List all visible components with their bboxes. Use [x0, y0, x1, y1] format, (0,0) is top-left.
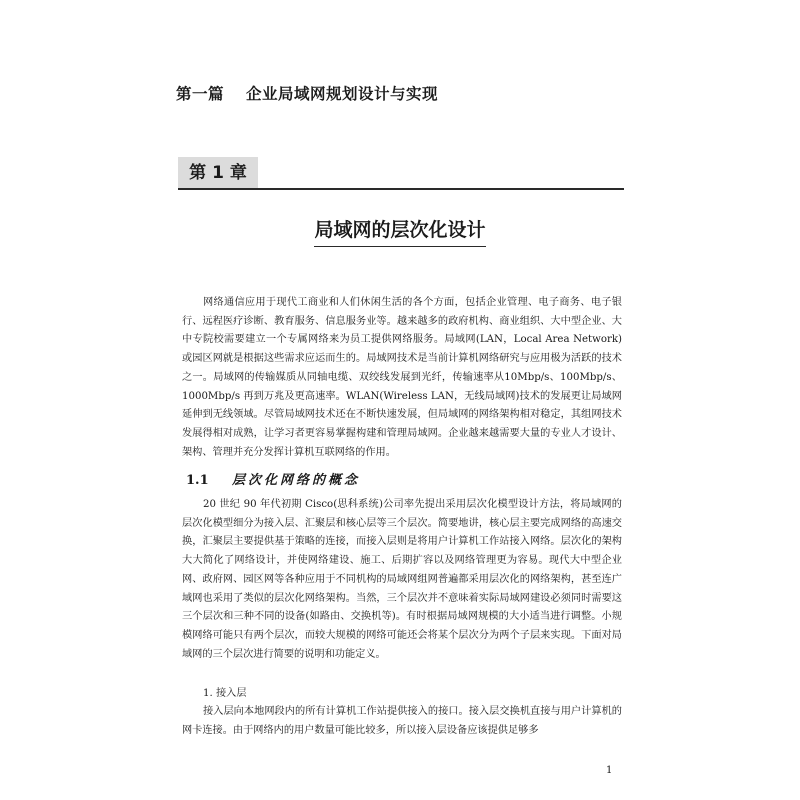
part-title	[176, 82, 438, 104]
subsection-heading: 1. 接入层	[203, 688, 247, 699]
section-title: 层次化网络的概念	[232, 473, 361, 488]
part-name: 企业局域网规划设计与实现	[246, 85, 439, 103]
section-number: 1.1	[186, 473, 209, 488]
chapter-title	[0, 215, 800, 247]
section-paragraph: 20 世纪 90 年代初期 Cisco(思科系统)公司率先提出采用层次化模型设计方法，将局域网的层次化模型细分为接入层、汇聚层和核心层等三个层次。简要地讲，核心层主要完成网络的高速交换，汇聚层主要提供基于策略的连接，而接入层则是将用户计算机工作站接入网络。层次化的架构大大简化了网络设计，并使网络建设、施工、后期扩容以及网络管理更为容易。现代大中型企业网、政府网、园区网等各种应用于不同机构的局域网组网普遍都采用层次化的网络架构，甚至连广域网也采用了类似的层次化网络架构。当然，三个层次并不意味着实际局域网建设必须同时需要这三个层次和三种不同的设备(如路由、交换机等)。有时根据局域网规模的大小适当进行调整。小规模网络可能只有两个层次，而较大规模的网络可能还会将某个层次分为两个子层来实现。下面对局域网的三个层次进行简要的说明和功能定义。	[182, 499, 622, 660]
subsection-paragraph: 接入层向本地网段内的所有计算机工作站提供接入的接口。接入层交换机直接与用户计算机的网卡连接。由于网络内的用户数量可能比较多，所以接入层设备应该提供足够多	[182, 706, 622, 736]
section-heading	[186, 469, 360, 488]
chapter-rule	[178, 188, 624, 190]
page-number: 1	[606, 765, 613, 776]
chapter-title-text: 局域网的层次化设计	[314, 215, 485, 247]
part-label: 第一篇	[176, 85, 225, 103]
chapter-label: 第 1 章	[178, 157, 258, 189]
intro-paragraph: 网络通信应用于现代工商业和人们休闲生活的各个方面，包括企业管理、电子商务、电子银行、远程医疗诊断、教育服务、信息服务业等。越来越多的政府机构、商业组织、大中型企业、大中专院校需要建立一个专属网络来为员工提供网络服务。局域网(LAN，Local Area Network)或园区网就是根据这些需求应运而生的。局域网技术是当前计算机网络研究与应用极为活跃的技术之一。局域网的传输媒质从同轴电缆、双绞线发展到光纤，传输速率从10Mbp/s、100Mbp/s、1000Mbp/s 再到万兆及更高速率。WLAN(Wireless LAN，无线局域网)技术的发展更让局域网延伸到无线领域。尽管局域网技术还在不断快速发展，但局域网的网络架构相对稳定，其组网技术发展得相对成熟，让学习者更容易掌握构建和管理局域网。企业越来越需要大量的专业人才设计、架构、管理并充分发挥计算机互联网络的作用。	[182, 297, 622, 458]
